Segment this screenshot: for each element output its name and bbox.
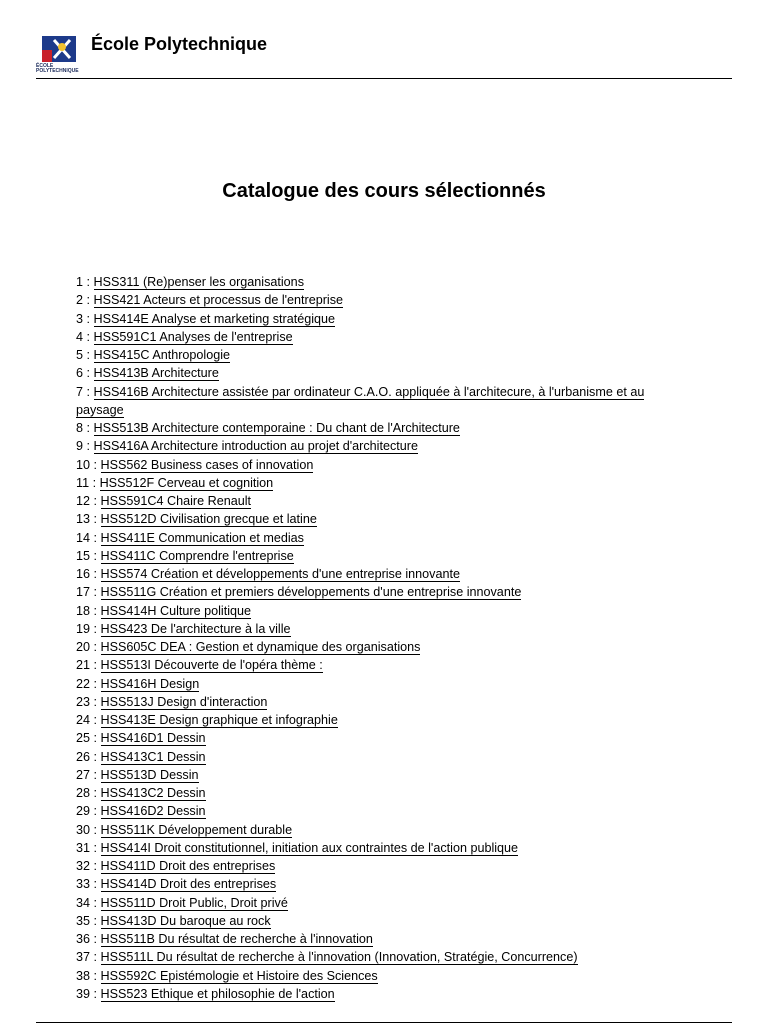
- course-list-item: [76, 857, 676, 875]
- course-list-item: [76, 748, 676, 766]
- course-list-item: [76, 364, 676, 382]
- course-list-item: [76, 656, 676, 674]
- course-number: 31 :: [76, 840, 101, 855]
- course-number: 7 :: [76, 384, 94, 399]
- course-number: 24 :: [76, 713, 101, 727]
- course-list: [76, 273, 676, 1003]
- course-list-item: [76, 583, 676, 601]
- course-list-item: [76, 766, 676, 784]
- course-list-item: [76, 930, 676, 948]
- ecole-polytechnique-logo: [36, 34, 88, 76]
- course-link[interactable]: HSS591C4 Chaire Renault: [100, 494, 252, 508]
- course-link[interactable]: HSS574 Création et développements d'une entreprise innovante: [100, 567, 460, 581]
- course-list-item: [76, 328, 676, 346]
- logo-text: ÉCOLE POLYTECHNIQUE: [36, 63, 79, 74]
- course-list-item: [76, 510, 676, 528]
- course-number: 33 :: [76, 877, 101, 892]
- course-number: 12 :: [76, 494, 101, 508]
- course-list-item: [76, 437, 676, 455]
- course-number: 21 :: [76, 658, 101, 673]
- course-list-item: [76, 346, 676, 364]
- course-link[interactable]: HSS512F Cerveau et cognition: [99, 475, 274, 490]
- course-number: 15 :: [76, 548, 101, 563]
- course-number: 8 :: [76, 421, 94, 435]
- course-link[interactable]: HSS511L Du résultat de recherche à l'innovation (Innovation, Stratégie, Concurrence): [100, 950, 578, 965]
- course-link[interactable]: HSS513B Architecture contemporaine : Du chant de l'Architecture: [93, 421, 460, 435]
- course-link[interactable]: HSS413D Du baroque au rock: [100, 913, 271, 928]
- course-list-item: [76, 948, 676, 966]
- course-list-item: [76, 693, 676, 711]
- course-number: 28 :: [76, 786, 101, 800]
- course-number: 25 :: [76, 731, 101, 746]
- course-list-item: [76, 784, 676, 802]
- course-list-item: [76, 419, 676, 437]
- course-link[interactable]: HSS416H Design: [100, 676, 200, 691]
- course-list-item: [76, 492, 676, 510]
- course-link[interactable]: HSS411C Comprendre l'entreprise: [100, 548, 294, 563]
- course-link[interactable]: HSS513I Découverte de l'opéra thème :: [100, 658, 323, 673]
- course-list-item: [76, 529, 676, 547]
- course-number: 27 :: [76, 767, 101, 782]
- course-list-item: [76, 711, 676, 729]
- course-list-item: [76, 310, 676, 328]
- course-link[interactable]: HSS414I Droit constitutionnel, initiation aux contraintes de l'action publique: [100, 840, 519, 855]
- course-number: 10 :: [76, 457, 101, 472]
- course-number: 34 :: [76, 895, 101, 910]
- course-link[interactable]: HSS511K Développement durable: [100, 822, 293, 837]
- course-list-item: [76, 474, 676, 492]
- course-list-item: [76, 602, 676, 620]
- course-list-item: [76, 383, 676, 420]
- course-number: 11 :: [76, 475, 100, 490]
- course-number: 30 :: [76, 822, 101, 837]
- course-link[interactable]: HSS512D Civilisation grecque et latine: [100, 512, 317, 527]
- course-number: 5 :: [76, 348, 94, 362]
- course-list-item: [76, 912, 676, 930]
- course-link[interactable]: HSS511D Droit Public, Droit privé: [100, 895, 288, 910]
- course-link[interactable]: HSS592C Epistémologie et Histoire des Sciences: [100, 968, 378, 983]
- course-number: 38 :: [76, 968, 101, 983]
- course-number: 3 :: [76, 311, 94, 326]
- course-link[interactable]: HSS416B Architecture assistée par ordinateur C.A.O. appliquée à l'architecure, à l'urbanisme et au paysage: [76, 384, 645, 417]
- course-list-item: [76, 547, 676, 565]
- course-list-item: [76, 985, 676, 1003]
- course-number: 22 :: [76, 676, 101, 691]
- course-number: 4 :: [76, 329, 94, 344]
- course-link[interactable]: HSS591C1 Analyses de l'entreprise: [93, 329, 293, 344]
- course-list-item: [76, 875, 676, 893]
- course-list-item: [76, 456, 676, 474]
- course-number: 35 :: [76, 913, 101, 928]
- course-link[interactable]: HSS513D Dessin: [100, 767, 199, 782]
- course-number: 14 :: [76, 530, 101, 545]
- course-list-item: [76, 675, 676, 693]
- course-link[interactable]: HSS421 Acteurs et processus de l'entreprise: [93, 293, 344, 308]
- course-list-item: [76, 839, 676, 857]
- course-number: 32 :: [76, 859, 101, 873]
- course-number: 39 :: [76, 986, 101, 1001]
- course-list-item: [76, 894, 676, 912]
- course-number: 16 :: [76, 567, 101, 581]
- course-list-item: [76, 620, 676, 638]
- course-link[interactable]: HSS413E Design graphique et infographie: [100, 713, 338, 727]
- course-link[interactable]: HSS413B Architecture: [93, 366, 219, 381]
- course-list-item: [76, 729, 676, 747]
- course-number: 18 :: [76, 603, 101, 618]
- course-link[interactable]: HSS605C DEA : Gestion et dynamique des organisations: [100, 640, 421, 654]
- course-link[interactable]: HSS414D Droit des entreprises: [100, 877, 277, 892]
- course-number: 36 :: [76, 932, 101, 946]
- course-number: 19 :: [76, 621, 101, 636]
- course-link[interactable]: HSS562 Business cases of innovation: [100, 457, 314, 472]
- course-number: 20 :: [76, 640, 101, 654]
- course-number: 17 :: [76, 585, 101, 600]
- course-list-item: [76, 291, 676, 309]
- course-number: 1 :: [76, 275, 94, 289]
- course-number: 26 :: [76, 749, 101, 764]
- footer-divider: [36, 1022, 732, 1023]
- course-number: 37 :: [76, 950, 101, 965]
- course-link[interactable]: HSS523 Ethique et philosophie de l'action: [100, 986, 335, 1001]
- course-list-item: [76, 967, 676, 985]
- page-title: Catalogue des cours sélectionnés: [222, 180, 546, 202]
- course-link[interactable]: HSS423 De l'architecture à la ville: [100, 621, 291, 636]
- course-link[interactable]: HSS416D1 Dessin: [100, 731, 206, 746]
- course-list-item: [76, 565, 676, 583]
- course-link[interactable]: HSS511G Création et premiers développements d'une entreprise innovante: [100, 585, 522, 600]
- school-name: École Polytechnique: [91, 34, 268, 54]
- course-list-item: [76, 273, 676, 291]
- course-number: 29 :: [76, 804, 101, 819]
- course-list-item: [76, 638, 676, 656]
- course-link[interactable]: HSS416D2 Dessin: [100, 804, 206, 819]
- course-link[interactable]: HSS414H Culture politique: [100, 603, 252, 618]
- page-header: [36, 30, 732, 79]
- course-link[interactable]: HSS413C1 Dessin: [100, 749, 206, 764]
- course-link[interactable]: HSS411E Communication et medias: [100, 530, 304, 545]
- course-list-item: [76, 821, 676, 839]
- course-number: 13 :: [76, 512, 101, 527]
- course-link[interactable]: HSS311 (Re)penser les organisations: [93, 275, 304, 289]
- course-number: 23 :: [76, 694, 101, 709]
- course-link[interactable]: HSS411D Droit des entreprises: [100, 859, 276, 873]
- course-number: 6 :: [76, 366, 94, 381]
- course-link[interactable]: HSS416A Architecture introduction au projet d'architecture: [93, 439, 418, 454]
- course-list-item: [76, 802, 676, 820]
- course-link[interactable]: HSS413C2 Dessin: [100, 786, 206, 800]
- course-link[interactable]: HSS511B Du résultat de recherche à l'innovation: [100, 932, 373, 946]
- course-number: 2 :: [76, 293, 94, 308]
- logo-emblem-icon: [36, 34, 88, 64]
- course-number: 9 :: [76, 439, 94, 454]
- course-link[interactable]: HSS513J Design d'interaction: [100, 694, 268, 709]
- course-link[interactable]: HSS415C Anthropologie: [93, 348, 231, 362]
- course-link[interactable]: HSS414E Analyse et marketing stratégique: [93, 311, 336, 326]
